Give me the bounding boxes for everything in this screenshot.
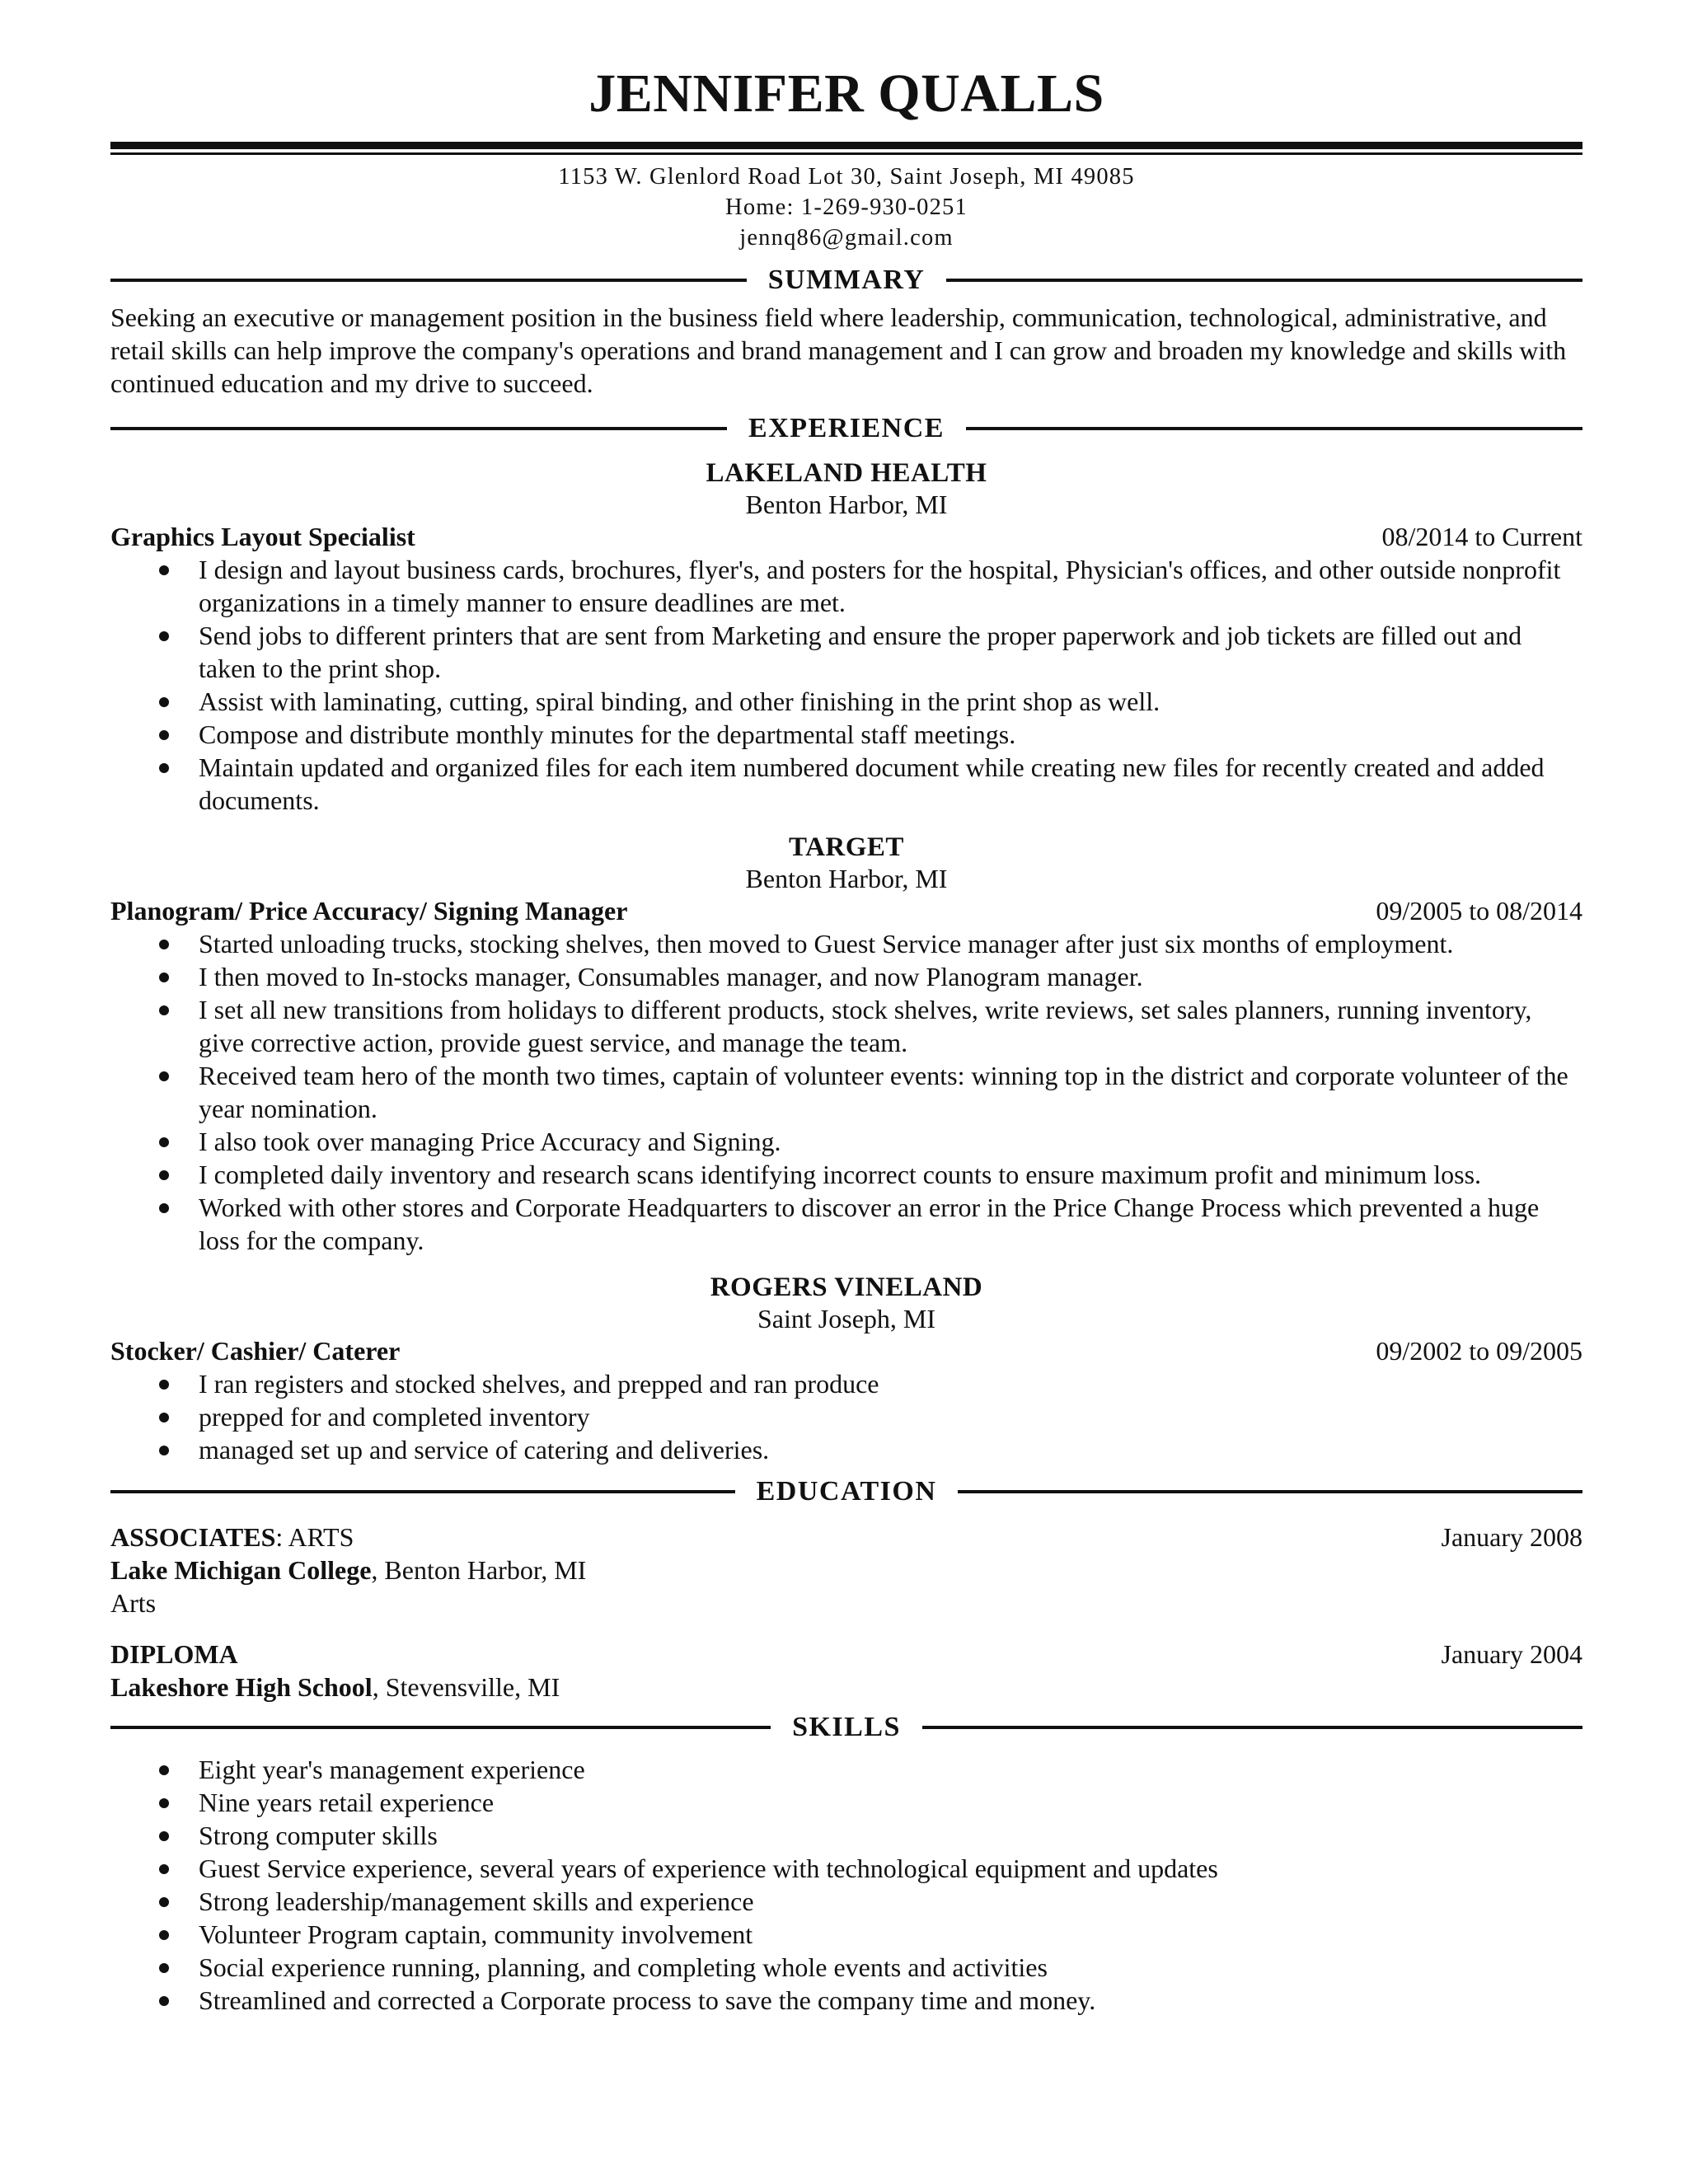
list-item: Send jobs to different printers that are sent from Marketing and ensure the proper paperwork and job tickets are filled out and taken to the print shop. — [110, 619, 1582, 685]
list-item: Streamlined and corrected a Corporate process to save the company time and money. — [110, 1984, 1582, 2017]
section-rule — [110, 1490, 735, 1493]
education-date: January 2008 — [1441, 1522, 1582, 1552]
contact-info — [110, 162, 1582, 253]
summary-heading — [110, 263, 1582, 298]
list-item: Worked with other stores and Corporate Headquarters to discover an error in the Price Change Process which prevented a huge loss for the company. — [110, 1191, 1582, 1257]
job-company: ROGERS VINELAND — [710, 1272, 983, 1302]
section-rule — [110, 279, 747, 282]
header-rule-thin — [110, 152, 1582, 155]
education-field: : ARTS — [275, 1522, 354, 1552]
education-heading — [110, 1474, 1582, 1509]
education-date: January 2004 — [1441, 1639, 1582, 1669]
contact-email: jennq86@gmail.com — [739, 225, 954, 251]
list-item: Received team hero of the month two times, captain of volunteer events: winning top in the district and corporate volunteer of the year nomination. — [110, 1059, 1582, 1125]
education-entry — [110, 1521, 1582, 1619]
job-bullets — [110, 1367, 1582, 1466]
skills-heading — [110, 1710, 1582, 1745]
contact-address: 1153 W. Glenlord Road Lot 30, Saint Joseph, MI 49085 — [558, 164, 1135, 190]
job-dates: 09/2002 to 09/2005 — [1376, 1336, 1582, 1366]
list-item: Volunteer Program captain, community involvement — [110, 1918, 1582, 1951]
list-item: I then moved to In-stocks manager, Consumables manager, and now Planogram manager. — [110, 960, 1582, 993]
education-school: Lakeshore High School — [110, 1672, 373, 1702]
contact-phone: Home: 1-269-930-0251 — [725, 194, 968, 220]
education-degree: DIPLOMA — [110, 1639, 238, 1669]
education-degree-row — [110, 1638, 1582, 1671]
education-school-line — [110, 1554, 1582, 1586]
list-item: Strong leadership/management skills and experience — [110, 1885, 1582, 1918]
list-item: Social experience running, planning, and completing whole events and activities — [110, 1951, 1582, 1984]
job-rogers-vineland — [110, 1272, 1582, 1466]
job-company: LAKELAND HEALTH — [706, 458, 987, 488]
job-title: Stocker/ Cashier/ Caterer — [110, 1336, 401, 1366]
list-item: Compose and distribute monthly minutes for the departmental staff meetings. — [110, 718, 1582, 751]
section-rule — [946, 279, 1582, 282]
education-degree: ASSOCIATES — [110, 1522, 276, 1552]
job-location: Benton Harbor, MI — [745, 490, 948, 519]
section-rule — [922, 1726, 1582, 1729]
experience-heading-label: EXPERIENCE — [748, 413, 945, 443]
skills-heading-label: SKILLS — [792, 1712, 901, 1742]
job-dates: 09/2005 to 08/2014 — [1376, 896, 1582, 926]
job-dates: 08/2014 to Current — [1381, 522, 1582, 551]
education-school: Lake Michigan College — [110, 1555, 372, 1585]
list-item: Started unloading trucks, stocking shelves, then moved to Guest Service manager after just six months of employment. — [110, 927, 1582, 960]
summary-heading-label: SUMMARY — [767, 265, 926, 295]
job-title-row — [110, 520, 1582, 553]
job-location: Saint Joseph, MI — [757, 1304, 935, 1333]
list-item: Guest Service experience, several years of experience with technological equipment and updates — [110, 1852, 1582, 1885]
education-degree-row — [110, 1521, 1582, 1554]
job-lakeland-health — [110, 457, 1582, 817]
section-rule — [958, 1490, 1582, 1493]
section-rule — [110, 1726, 771, 1729]
list-item: I set all new transitions from holidays to different products, stock shelves, write reviews, set sales planners, running inventory, give corrective action, provide guest service, and manage the team. — [110, 993, 1582, 1059]
experience-heading — [110, 411, 1582, 446]
education-heading-label: EDUCATION — [756, 1476, 937, 1507]
job-title-row — [110, 894, 1582, 927]
section-rule — [966, 427, 1582, 430]
list-item: I also took over managing Price Accuracy and Signing. — [110, 1125, 1582, 1158]
education-school-location: , Benton Harbor, MI — [371, 1555, 587, 1585]
list-item: Eight year's management experience — [110, 1753, 1582, 1786]
education-school-location: , Stevensville, MI — [372, 1672, 560, 1702]
header-rule-thick — [110, 142, 1582, 149]
candidate-name: JENNIFER QUALLS — [588, 63, 1104, 124]
list-item: I design and layout business cards, brochures, flyer's, and posters for the hospital, Physician's offices, and other outside nonprofit organizations in a timely manner to ensure deadlines are met. — [110, 553, 1582, 619]
education-school-line — [110, 1671, 1582, 1704]
job-title: Graphics Layout Specialist — [110, 522, 415, 551]
list-item: Maintain updated and organized files for each item numbered document while creating new files for recently created and added documents. — [110, 751, 1582, 817]
job-title: Planogram/ Price Accuracy/ Signing Manager — [110, 896, 628, 926]
job-title-row — [110, 1334, 1582, 1367]
job-target — [110, 832, 1582, 1257]
job-bullets — [110, 927, 1582, 1257]
job-location: Benton Harbor, MI — [745, 864, 948, 893]
education-note: Arts — [110, 1588, 157, 1618]
list-item: I completed daily inventory and research scans identifying incorrect counts to ensure maximum profit and minimum loss. — [110, 1158, 1582, 1191]
skills-list — [110, 1753, 1582, 2017]
section-rule — [110, 427, 727, 430]
job-company: TARGET — [789, 832, 904, 862]
list-item: Strong computer skills — [110, 1819, 1582, 1852]
job-bullets — [110, 553, 1582, 817]
list-item: Assist with laminating, cutting, spiral binding, and other finishing in the print shop as well. — [110, 685, 1582, 718]
summary-text: Seeking an executive or management position in the business field where leadership, communication, technological, administrative, and retail skills can help improve the company's operations and brand management and I can grow and broaden my knowledge and skills with continued education and my drive to succeed. — [110, 302, 1567, 398]
list-item: I ran registers and stocked shelves, and prepped and ran produce — [110, 1367, 1582, 1400]
list-item: managed set up and service of catering and deliveries. — [110, 1433, 1582, 1466]
list-item: prepped for and completed inventory — [110, 1400, 1582, 1433]
education-entry — [110, 1638, 1582, 1704]
list-item: Nine years retail experience — [110, 1786, 1582, 1819]
